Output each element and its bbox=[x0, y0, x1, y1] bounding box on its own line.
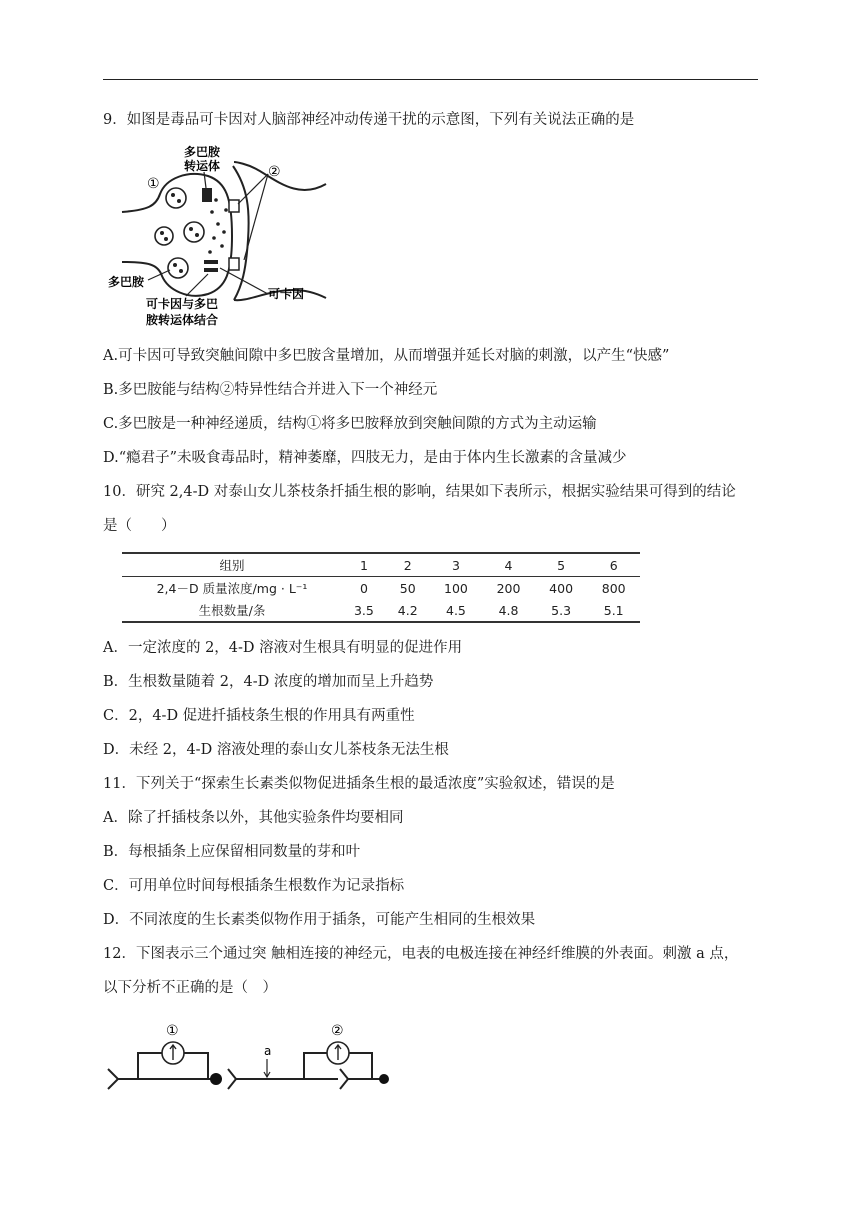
table-cell: 4.8 bbox=[482, 599, 535, 622]
q10-option-c: C．2，4-D 促进扦插枝条生根的作用具有两重性 bbox=[103, 708, 415, 724]
q11-option-d: D．不同浓度的生长素类似物作用于插条，可能产生相同的生根效果 bbox=[103, 912, 536, 928]
q11-stem: 11．下列关于“探索生长素类似物促进插条生根的最适浓度”实验叙述，错误的是 bbox=[103, 776, 615, 792]
q12-meter-1-label: ① bbox=[166, 1023, 179, 1039]
q9-label-circle-2: ② bbox=[268, 164, 281, 180]
q10-option-a: A．一定浓度的 2，4-D 溶液对生根具有明显的促进作用 bbox=[103, 640, 463, 656]
table-cell: 5.1 bbox=[587, 599, 640, 622]
table-cell: 800 bbox=[601, 580, 626, 596]
q10-option-d: D．未经 2，4-D 溶液处理的泰山女儿茶枝条无法生根 bbox=[103, 742, 449, 758]
q9-label-transporter-2: 转运体 bbox=[184, 159, 221, 173]
table-cell: 4 bbox=[482, 553, 535, 577]
table-row-header: 组别 bbox=[122, 553, 342, 577]
q12-stem-line2: 以下分析不正确的是（ ） bbox=[103, 980, 277, 996]
q12-neuron-figure bbox=[100, 1015, 400, 1105]
table-cell: 2 bbox=[386, 553, 430, 577]
table-cell: 1 bbox=[342, 553, 386, 577]
table-cell: 4.2 bbox=[386, 599, 430, 622]
q9-option-b: B.多巴胺能与结构②特异性结合并进入下一个神经元 bbox=[103, 382, 438, 398]
header-rule bbox=[103, 79, 758, 80]
table-row-header: 2,4－D 质量浓度/mg · L⁻¹ bbox=[156, 581, 308, 596]
q9-synapse-figure bbox=[108, 140, 333, 335]
q9-label-cocaine: 可卡因 bbox=[268, 287, 305, 301]
table-cell: 4.5 bbox=[430, 599, 483, 622]
table-row-header: 生根数量/条 bbox=[122, 599, 342, 622]
q9-label-bind-1: 可卡因与多巴 bbox=[146, 297, 219, 311]
q9-stem: 9．如图是毒品可卡因对人脑部神经冲动传递干扰的示意图，下列有关说法正确的是 bbox=[103, 112, 635, 128]
q9-option-a: A.可卡因可导致突触间隙中多巴胺含量增加，从而增强并延长对脑的刺激，以产生“快感” bbox=[103, 348, 670, 364]
q10-data-table bbox=[122, 552, 640, 623]
table-cell: 100 bbox=[444, 580, 468, 596]
table-cell: 5.3 bbox=[535, 599, 588, 622]
table-cell: 3.5 bbox=[342, 599, 386, 622]
table-cell: 50 bbox=[399, 580, 416, 596]
table-row bbox=[122, 553, 640, 577]
q12-stem-line1: 12．下图表示三个通过突 触相连接的神经元，电表的电极连接在神经纤维膜的外表面。刺激 a 点， bbox=[103, 946, 739, 962]
q11-option-a: A．除了扦插枝条以外，其他实验条件均要相同 bbox=[103, 810, 404, 826]
table-cell: 400 bbox=[549, 580, 574, 596]
q10-stem-line2: 是（ ） bbox=[103, 518, 176, 534]
q12-point-a-label: a bbox=[264, 1044, 272, 1058]
table-row bbox=[122, 599, 640, 622]
table-cell: 3 bbox=[430, 553, 483, 577]
q10-option-b: B．生根数量随着 2，4-D 浓度的增加而呈上升趋势 bbox=[103, 674, 434, 690]
q12-meter-2-label: ② bbox=[331, 1023, 344, 1039]
q9-label-dopamine: 多巴胺 bbox=[108, 275, 145, 289]
q9-label-transporter-1: 多巴胺 bbox=[184, 145, 221, 159]
table-cell: 5 bbox=[535, 553, 588, 577]
q9-label-bind-2: 胺转运体结合 bbox=[146, 313, 219, 327]
q9-label-circle-1: ① bbox=[147, 176, 160, 192]
table-cell: 0 bbox=[359, 580, 368, 596]
q11-option-b: B．每根插条上应保留相同数量的芽和叶 bbox=[103, 844, 361, 860]
table-row bbox=[122, 577, 640, 600]
table-cell: 6 bbox=[587, 553, 640, 577]
q9-option-d: D.“瘾君子”未吸食毒品时，精神萎靡，四肢无力，是由于体内生长激素的含量减少 bbox=[103, 450, 627, 466]
table-cell: 200 bbox=[496, 580, 521, 596]
q9-option-c: C.多巴胺是一种神经递质，结构①将多巴胺释放到突触间隙的方式为主动运输 bbox=[103, 416, 597, 432]
q11-option-c: C．可用单位时间每根插条生根数作为记录指标 bbox=[103, 878, 405, 894]
q10-stem-line1: 10．研究 2,4-D 对泰山女儿茶枝条扦插生根的影响，结果如下表所示，根据实验结果可得到的结论 bbox=[103, 484, 736, 500]
